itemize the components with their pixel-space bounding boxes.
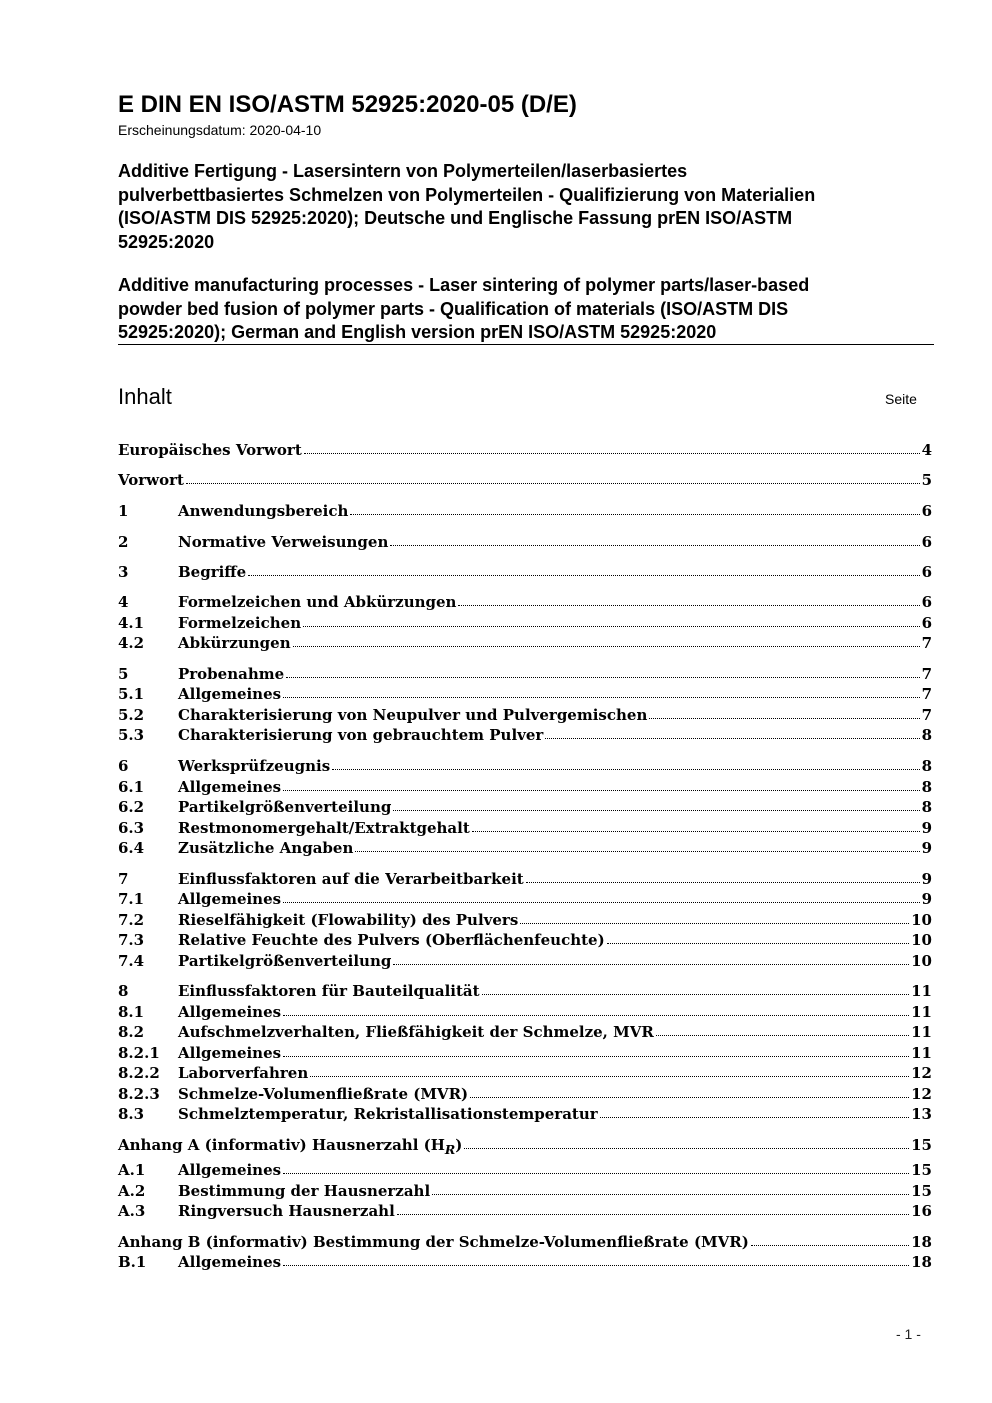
toc-entry-number: 3	[118, 563, 129, 581]
toc-dot-leader	[283, 1172, 909, 1174]
toc-entry-page: 11	[911, 1003, 932, 1021]
toc-entry-number: 8.2.2	[118, 1064, 160, 1082]
toc-entry-title	[178, 756, 330, 776]
toc-entry[interactable]	[118, 470, 932, 490]
toc-entry-title	[178, 1022, 654, 1042]
toc-entry-number: 7.2	[118, 911, 145, 929]
toc-entry-number: 1	[118, 502, 129, 520]
toc-entry-title-text: Allgemeines	[178, 1044, 282, 1062]
toc-entry-title	[178, 592, 456, 612]
toc-entry[interactable]	[118, 838, 932, 858]
toc-entry-page: 11	[911, 1044, 932, 1062]
toc-entry[interactable]	[118, 777, 932, 797]
toc-entry[interactable]	[118, 613, 932, 633]
toc-entry-page: 10	[911, 931, 932, 949]
toc-entry-title-text: Rieselfähigkeit (Flowability) des Pulvers	[178, 911, 519, 929]
toc-entry[interactable]	[118, 633, 932, 653]
toc-entry-title	[178, 1201, 395, 1221]
toc-entry-title	[178, 1002, 281, 1022]
toc-entry-title	[178, 951, 391, 971]
toc-entry-title	[178, 562, 246, 582]
toc-entry-number: 8	[118, 982, 129, 1000]
toc-entry-page: 5	[921, 471, 932, 489]
toc-entry[interactable]	[118, 562, 932, 582]
toc-entry-title	[178, 818, 470, 838]
toc-entry-page: 7	[921, 706, 932, 724]
toc-entry[interactable]	[118, 951, 932, 971]
toc-entry-title	[178, 889, 281, 909]
toc-entry-number: 7.1	[118, 890, 145, 908]
toc-entry-number: 7.3	[118, 931, 145, 949]
toc-entry-page: 10	[911, 911, 932, 929]
toc-entry[interactable]	[118, 592, 932, 612]
toc-dot-leader	[751, 1244, 909, 1246]
toc-entry[interactable]	[118, 1063, 932, 1083]
toc-entry-page: 15	[911, 1182, 932, 1200]
toc-entry-title	[178, 633, 291, 653]
toc-entry-title-text: Charakterisierung von gebrauchtem Pulver	[178, 726, 544, 744]
toc-entry-title-text: Allgemeines	[178, 778, 282, 796]
toc-dot-leader	[649, 717, 919, 719]
toc-entry-number: A.1	[118, 1161, 146, 1179]
toc-entry-title-text: Allgemeines	[178, 685, 282, 703]
toc-dot-leader	[248, 574, 919, 576]
toc-entry-title-text: Werksprüfzeugnis	[178, 757, 331, 775]
toc-entry-title	[178, 684, 281, 704]
toc-entry-title	[178, 725, 543, 745]
publication-date: Erscheinungsdatum: 2020-04-10	[118, 122, 322, 138]
toc-entry-title	[178, 613, 301, 633]
toc-entry-title	[178, 705, 647, 725]
toc-entry-page: 15	[911, 1161, 932, 1179]
page-number: - 1 -	[896, 1326, 921, 1342]
toc-entry-title	[178, 1252, 281, 1272]
toc-entry-number: 6.2	[118, 798, 145, 816]
toc-entry-title-text: Formelzeichen und Abkürzungen	[178, 593, 457, 611]
toc-entry[interactable]	[118, 1252, 932, 1272]
toc-entry-page: 12	[911, 1064, 932, 1082]
toc-entry[interactable]	[118, 930, 932, 950]
title-german-line: 52925:2020	[118, 231, 215, 252]
title-english	[118, 274, 918, 345]
toc-entry-title	[118, 1135, 462, 1160]
toc-entry-title-tail: )	[455, 1136, 463, 1154]
toc-entry-title-text: Anhang A (informativ) Hausnerzahl (H	[118, 1136, 445, 1154]
toc-entry-page: 6	[921, 593, 932, 611]
toc-entry-page: 7	[921, 634, 932, 652]
toc-entry-title-text: Restmonomergehalt/Extraktgehalt	[178, 819, 470, 837]
toc-entry-title	[178, 1043, 281, 1063]
toc-entry-page: 10	[911, 952, 932, 970]
title-german-line: (ISO/ASTM DIS 52925:2020); Deutsche und Englische Fassung prEN ISO/ASTM	[118, 208, 793, 228]
toc-entry[interactable]	[118, 869, 932, 889]
toc-entry-title	[178, 532, 388, 552]
toc-dot-leader	[472, 830, 920, 832]
toc-entry-number: 5	[118, 665, 129, 683]
toc-dot-leader	[390, 544, 919, 546]
toc-entry-page: 6	[921, 502, 932, 520]
toc-entry[interactable]	[118, 705, 932, 725]
toc-entry[interactable]	[118, 756, 932, 776]
toc-entry[interactable]	[118, 1135, 932, 1155]
title-english-line: 52925:2020); German and English version prEN ISO/ASTM 52925:2020	[118, 322, 717, 342]
toc-dot-leader	[310, 1075, 909, 1077]
toc-entry-title-text: Allgemeines	[178, 1003, 282, 1021]
toc-entry[interactable]	[118, 684, 932, 704]
toc-entry-number: 5.3	[118, 726, 145, 744]
toc-entry-page: 4	[921, 441, 932, 459]
toc-entry[interactable]	[118, 1002, 932, 1022]
toc-entry-title-text: Bestimmung der Hausnerzahl	[178, 1182, 431, 1200]
toc-entry-title-text: Normative Verweisungen	[178, 533, 389, 551]
toc-page-column-label: Seite	[885, 391, 917, 407]
toc-entry-title-text: Schmelztemperatur, Rekristallisationstemperatur	[178, 1105, 598, 1123]
toc-entry-title-text: Laborverfahren	[178, 1064, 309, 1082]
toc-dot-leader	[458, 604, 919, 606]
toc-dot-leader	[283, 1264, 909, 1266]
toc-entry-title	[118, 440, 302, 460]
toc-entry-title-text: Allgemeines	[178, 1253, 282, 1271]
toc-entry-title-text: Einflussfaktoren auf die Verarbeitbarkeit	[178, 870, 524, 888]
toc-entry-title	[178, 869, 524, 889]
toc-heading: Inhalt	[118, 384, 172, 409]
toc-entry-title-text: Ringversuch Hausnerzahl	[178, 1202, 395, 1220]
toc-dot-leader	[186, 482, 920, 484]
toc-entry-number: 4.1	[118, 614, 145, 632]
toc-dot-leader	[303, 625, 919, 627]
toc-entry-title	[178, 838, 353, 858]
toc-entry-title-text: Relative Feuchte des Pulvers (Oberflächenfeuchte)	[178, 931, 605, 949]
toc-entry-title-text: Charakterisierung von Neupulver und Pulvergemischen	[178, 706, 648, 724]
toc-entry-title-text: Schmelze-Volumenfließrate (MVR)	[178, 1085, 469, 1103]
toc-entry-number: A.2	[118, 1182, 146, 1200]
toc-entry-number: 5.2	[118, 706, 145, 724]
toc-entry-title	[178, 910, 518, 930]
toc-entry-page: 7	[921, 665, 932, 683]
toc-entry-page: 11	[911, 982, 932, 1000]
toc-entry-title	[178, 777, 281, 797]
toc-entry[interactable]	[118, 1084, 932, 1104]
toc-entry-title	[178, 930, 605, 950]
toc-entry-page: 11	[911, 1023, 932, 1041]
toc-entry-title-text: Begriffe	[178, 563, 247, 581]
toc-entry-title-text: Anhang B (informativ) Bestimmung der Schmelze-Volumenfließrate (MVR)	[118, 1233, 749, 1251]
toc-entry[interactable]	[118, 1160, 932, 1180]
toc-entry[interactable]	[118, 1043, 932, 1063]
toc-entry-title-text: Partikelgrößenverteilung	[178, 952, 392, 970]
toc-entry-number: 5.1	[118, 685, 145, 703]
toc-entry-page: 6	[921, 614, 932, 632]
toc-entry[interactable]	[118, 1022, 932, 1042]
toc-entry-page: 9	[921, 839, 932, 857]
title-english-line: Additive manufacturing processes - Laser sintering of polymer parts/laser-based	[118, 275, 810, 295]
toc-entry-page: 7	[921, 685, 932, 703]
toc-entry-page: 9	[921, 890, 932, 908]
toc-dot-leader	[397, 1213, 909, 1215]
toc-entry-page: 12	[911, 1085, 932, 1103]
toc-dot-leader	[470, 1096, 909, 1098]
toc-entry-page: 8	[921, 757, 932, 775]
toc-entry-title-text: Formelzeichen	[178, 614, 302, 632]
toc-entry-number: 4	[118, 593, 129, 611]
toc-entry-number: 8.3	[118, 1105, 145, 1123]
toc-dot-leader	[432, 1193, 909, 1195]
toc-entry[interactable]	[118, 440, 932, 460]
title-english-line: powder bed fusion of polymer parts - Qualification of materials (ISO/ASTM DIS	[118, 298, 789, 319]
toc-entry[interactable]	[118, 1201, 932, 1221]
toc-entry-page: 13	[911, 1105, 932, 1123]
toc-entry-number: 2	[118, 533, 129, 551]
toc-entry-page: 9	[921, 819, 932, 837]
toc-entry-title-text: Vorwort	[118, 471, 184, 489]
toc-entry-subscript: R	[444, 1142, 456, 1157]
toc-dot-leader	[393, 963, 909, 965]
toc-dot-leader	[464, 1147, 909, 1149]
toc-entry-page: 18	[911, 1253, 932, 1271]
toc-entry-title-text: Allgemeines	[178, 890, 282, 908]
toc-entry-page: 8	[921, 726, 932, 744]
toc-entry[interactable]	[118, 910, 932, 930]
toc-entry-title	[178, 1181, 430, 1201]
toc-dot-leader	[293, 645, 920, 647]
toc-dot-leader	[332, 768, 919, 770]
toc-entry[interactable]	[118, 664, 932, 684]
toc-entry-page: 6	[921, 533, 932, 551]
toc-entry[interactable]	[118, 1232, 932, 1252]
toc-entry-title	[118, 1232, 749, 1252]
toc-entry-page: 15	[911, 1136, 932, 1154]
title-german	[118, 160, 918, 254]
toc-dot-leader	[393, 809, 919, 811]
toc-dot-leader	[355, 850, 919, 852]
toc-entry-title	[178, 1084, 468, 1104]
toc-dot-leader	[304, 452, 920, 454]
toc-dot-leader	[607, 942, 909, 944]
toc-entry[interactable]	[118, 889, 932, 909]
toc-entry-title-text: Anwendungsbereich	[178, 502, 349, 520]
toc-entry-number: 8.2.1	[118, 1044, 160, 1062]
toc-entry-title	[118, 470, 184, 490]
toc-entry-title-text: Einflussfaktoren für Bauteilqualität	[178, 982, 480, 1000]
toc-entry-number: 7.4	[118, 952, 145, 970]
toc-dot-leader	[350, 513, 919, 515]
toc-entry-page: 8	[921, 778, 932, 796]
toc-dot-leader	[520, 922, 909, 924]
toc-entry[interactable]	[118, 725, 932, 745]
toc-dot-leader	[526, 881, 920, 883]
toc-entry-title	[178, 981, 480, 1001]
toc-entry-number: 7	[118, 870, 129, 888]
toc-entry-number: 8.1	[118, 1003, 145, 1021]
toc-dot-leader	[283, 696, 919, 698]
toc-entry-page: 18	[911, 1233, 932, 1251]
toc-entry-title	[178, 1160, 281, 1180]
toc-entry-title-text: Zusätzliche Angaben	[178, 839, 354, 857]
toc-entry-title-text: Partikelgrößenverteilung	[178, 798, 392, 816]
toc-entry-title-text: Abkürzungen	[178, 634, 291, 652]
toc-entry-page: 16	[911, 1202, 932, 1220]
toc-entry-title-text: Aufschmelzverhalten, Fließfähigkeit der Schmelze, MVR	[178, 1023, 654, 1041]
toc-entry-title-text: Allgemeines	[178, 1161, 282, 1179]
toc-entry-number: 8.2	[118, 1023, 145, 1041]
title-german-line: Additive Fertigung - Lasersintern von Polymerteilen/laserbasiertes	[118, 161, 688, 181]
toc-entry-page: 8	[921, 798, 932, 816]
toc-entry-number: B.1	[118, 1253, 147, 1271]
toc-entry-title	[178, 1063, 308, 1083]
toc-entry-number: 6.3	[118, 819, 145, 837]
toc-entry[interactable]	[118, 797, 932, 817]
toc-entry-title	[178, 797, 391, 817]
toc-entry[interactable]	[118, 1181, 932, 1201]
toc-dot-leader	[482, 993, 910, 995]
toc-entry[interactable]	[118, 1104, 932, 1124]
toc-entry[interactable]	[118, 501, 932, 521]
toc-entry[interactable]	[118, 818, 932, 838]
title-german-line: pulverbettbasiertes Schmelzen von Polymerteilen - Qualifizierung von Materialien	[118, 184, 816, 205]
toc-dot-leader	[545, 737, 919, 739]
toc-dot-leader	[600, 1116, 909, 1118]
toc-entry-page: 6	[921, 563, 932, 581]
toc-dot-leader	[283, 901, 919, 903]
toc-dot-leader	[283, 1055, 909, 1057]
toc-entry-title	[178, 501, 348, 521]
document-id: E DIN EN ISO/ASTM 52925:2020-05 (D/E)	[118, 91, 577, 118]
toc-entry-page: 9	[921, 870, 932, 888]
toc-dot-leader	[656, 1034, 909, 1036]
toc-entry-number: 8.2.3	[118, 1085, 160, 1103]
toc-dot-leader	[283, 1014, 909, 1016]
toc-entry[interactable]	[118, 981, 932, 1001]
toc-dot-leader	[283, 789, 919, 791]
title-divider	[118, 344, 934, 345]
toc-dot-leader	[286, 676, 919, 678]
toc-entry-number: A.3	[118, 1202, 146, 1220]
toc-entry-title	[178, 1104, 598, 1124]
toc-entry-number: 6	[118, 757, 129, 775]
toc-entry-title-text: Probenahme	[178, 665, 285, 683]
toc-entry-title-text: Europäisches Vorwort	[118, 441, 302, 459]
toc-entry-number: 6.4	[118, 839, 145, 857]
toc-entry-title	[178, 664, 284, 684]
toc-entry-number: 4.2	[118, 634, 145, 652]
toc-entry-number: 6.1	[118, 778, 145, 796]
toc-entry[interactable]	[118, 532, 932, 552]
